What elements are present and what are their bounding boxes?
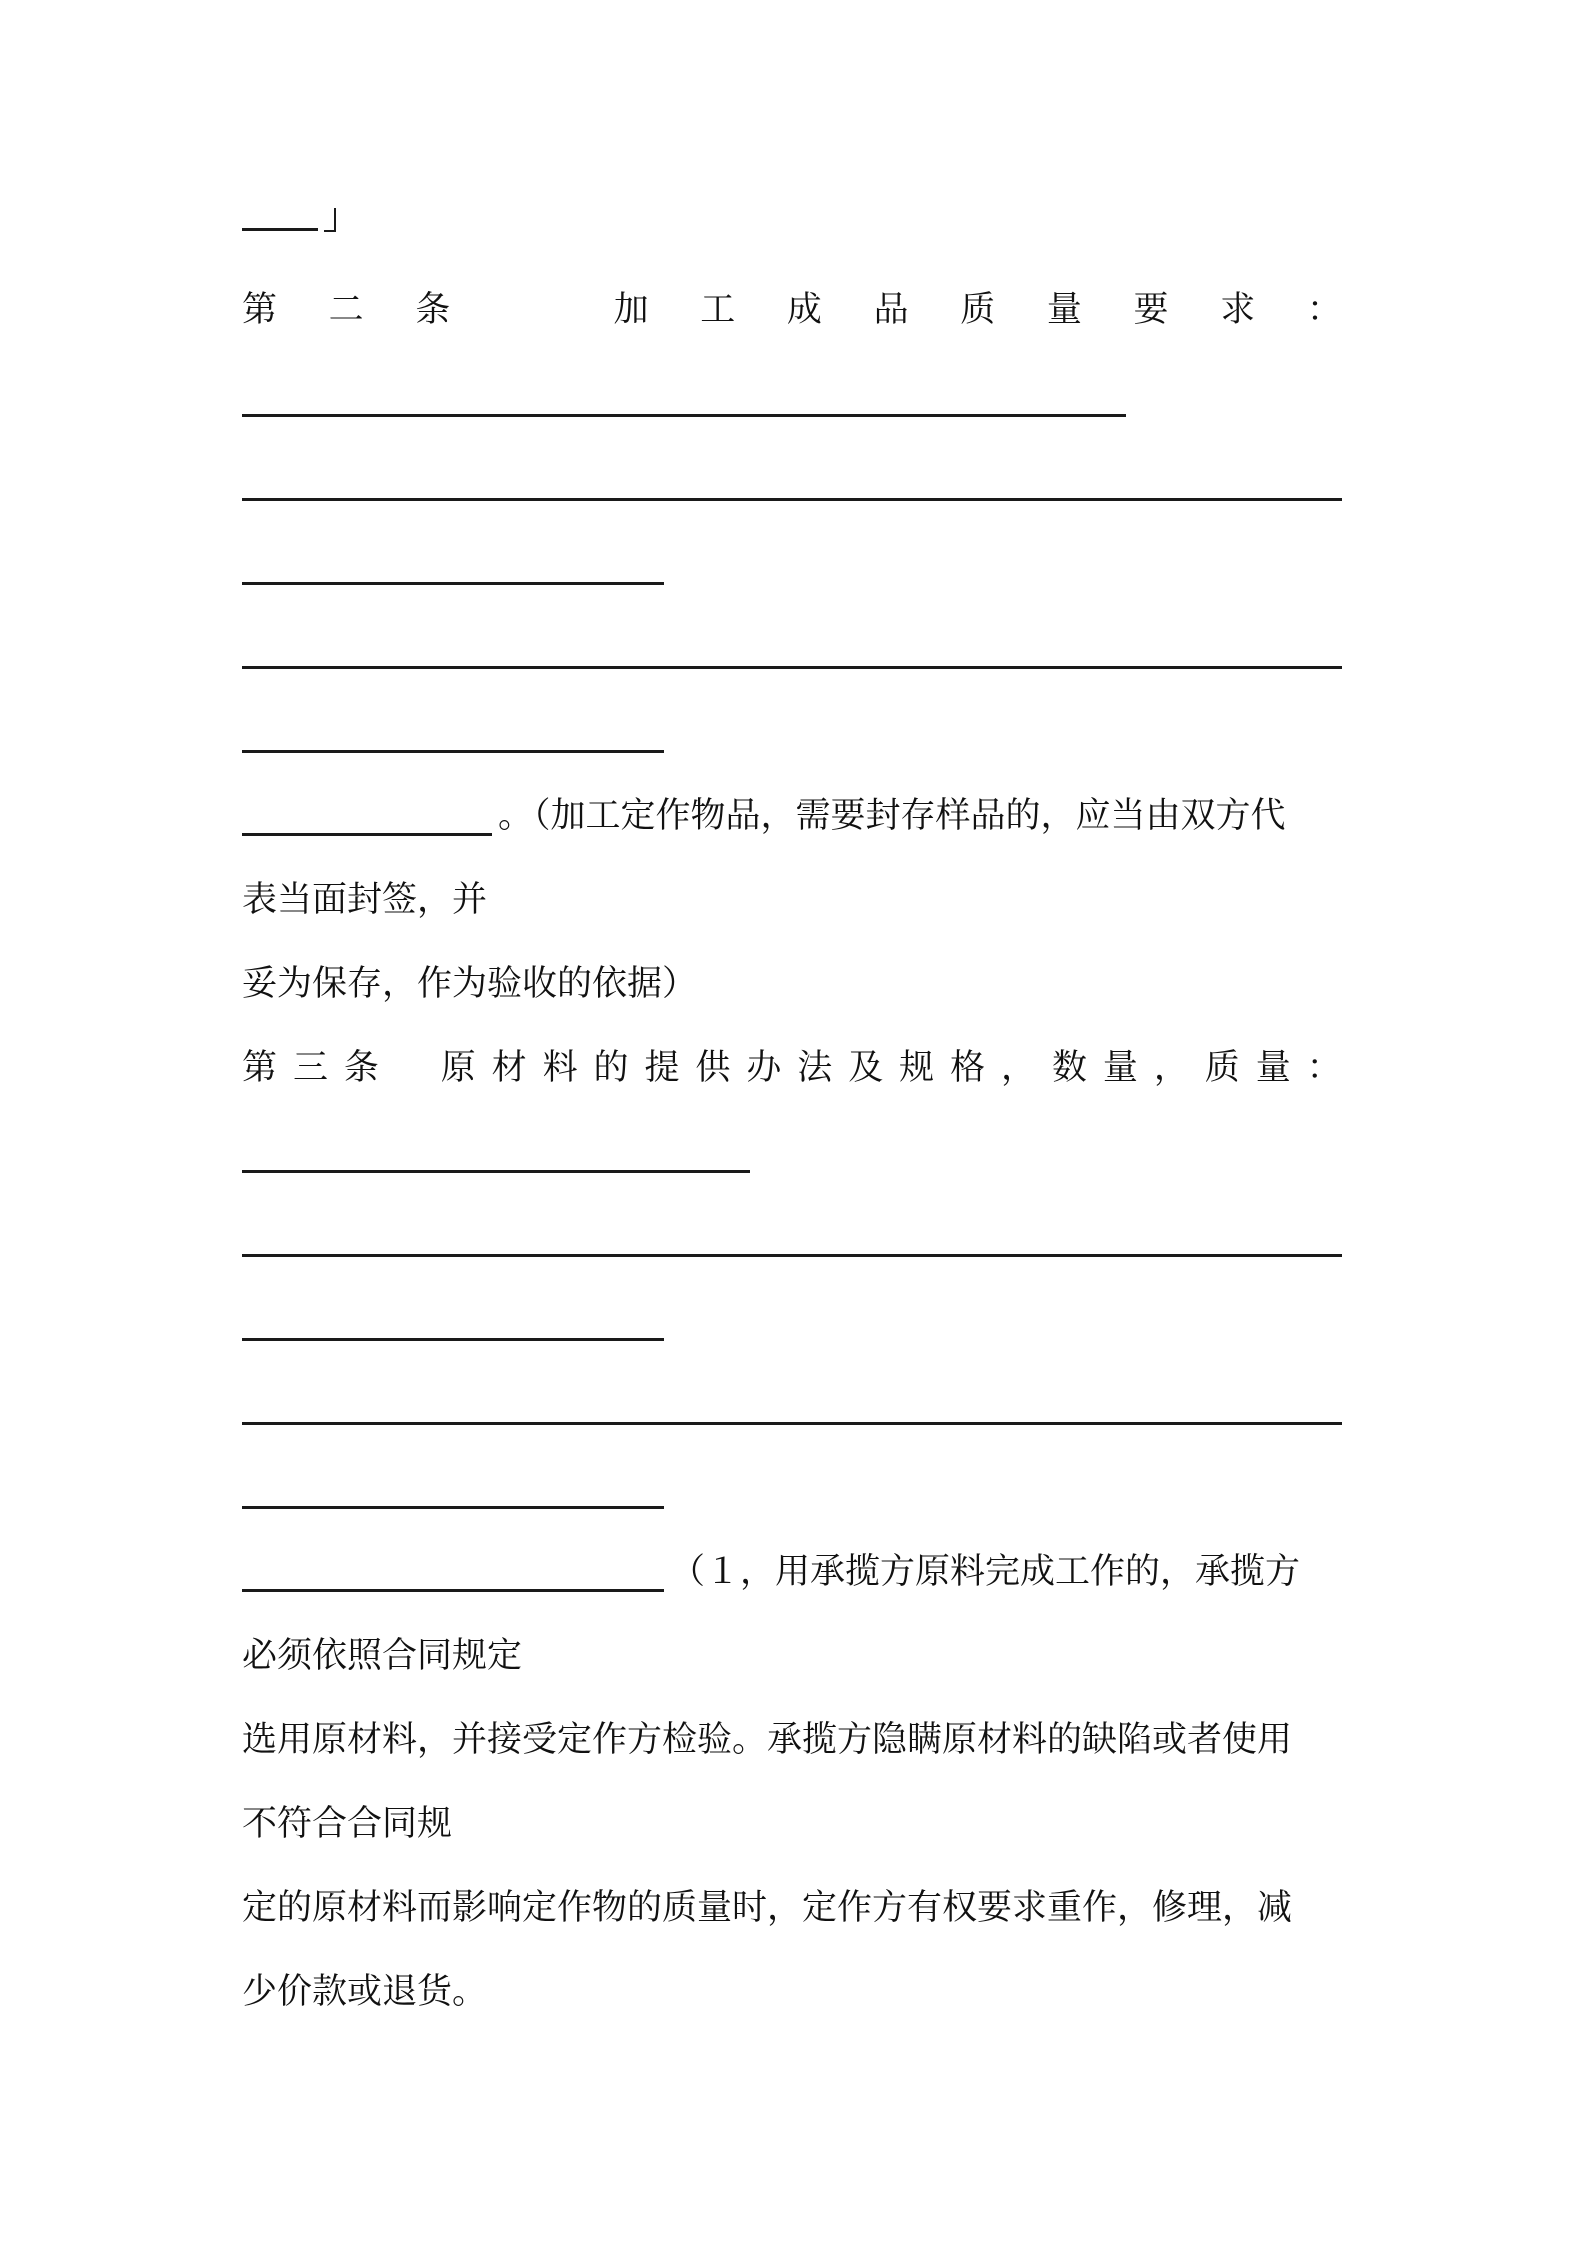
heading-char: 加 <box>613 290 649 330</box>
article-3-note-line-4: 不符合合同规 <box>242 1804 453 1844</box>
heading-char: 材 <box>491 1048 527 1088</box>
article-2-note-line-2: 表当面封签，并 <box>242 880 488 920</box>
blank-line-inline <box>242 803 492 836</box>
heading-char: 第 <box>242 1048 278 1088</box>
blank-line <box>242 1254 1342 1257</box>
heading-char: 质 <box>1204 1048 1240 1088</box>
heading-char: 质 <box>960 290 996 330</box>
heading-char: 格 <box>950 1048 986 1088</box>
heading-char: 条 <box>343 1048 379 1088</box>
heading-char: 条 <box>415 290 451 330</box>
heading-char: 数 <box>1051 1048 1087 1088</box>
article-2-heading <box>242 290 1342 330</box>
heading-char: 量 <box>1255 1048 1291 1088</box>
heading-char: ： <box>1306 290 1342 330</box>
heading-char: 提 <box>644 1048 680 1088</box>
blank-line <box>242 582 664 585</box>
article-2-note-line-1 <box>242 796 1286 836</box>
heading-char: 量 <box>1046 290 1082 330</box>
blank-line <box>242 1422 1342 1425</box>
heading-char: ， <box>1001 1048 1037 1088</box>
article-2-note-line-3: 妥为保存，作为验收的依据） <box>242 964 698 1004</box>
article-3-note-line-2: 必须依照合同规定 <box>242 1636 523 1676</box>
heading-char: 规 <box>899 1048 935 1088</box>
heading-char: 求 <box>1220 290 1256 330</box>
blank-line <box>242 1338 664 1341</box>
heading-char: 三 <box>292 1048 328 1088</box>
heading-char: 品 <box>873 290 909 330</box>
article-3-note-line-5: 定的原材料而影响定作物的质量时，定作方有权要求重作，修理，减 <box>242 1888 1293 1928</box>
corner-mark <box>324 208 336 232</box>
blank-line <box>242 1506 664 1509</box>
article-3-heading <box>242 1048 1342 1088</box>
blank-line <box>242 414 1126 417</box>
heading-char: 及 <box>848 1048 884 1088</box>
heading-char: 料 <box>542 1048 578 1088</box>
blank-line <box>242 1170 750 1173</box>
heading-char: 成 <box>786 290 822 330</box>
blank-line <box>242 498 1342 501</box>
heading-char: 原 <box>440 1048 476 1088</box>
blank-line-inline <box>242 1559 664 1592</box>
heading-char: 法 <box>797 1048 833 1088</box>
article-3-note-line-6: 少价款或退货。 <box>242 1972 488 2012</box>
heading-char: 二 <box>328 290 364 330</box>
note-text: 。（加工定作物品，需要封存样品的，应当由双方代 <box>498 796 1286 836</box>
blank-line-fragment <box>242 228 318 231</box>
heading-char: 第 <box>242 290 278 330</box>
note-text: （１，用承揽方原料完成工作的，承揽方 <box>670 1552 1301 1592</box>
heading-char: 量 <box>1102 1048 1138 1088</box>
heading-char: 供 <box>695 1048 731 1088</box>
heading-char: 的 <box>593 1048 629 1088</box>
heading-char: 办 <box>746 1048 782 1088</box>
heading-char: 工 <box>700 290 736 330</box>
heading-char: ， <box>1153 1048 1189 1088</box>
heading-char: 要 <box>1133 290 1169 330</box>
article-3-note-line-3: 选用原材料，并接受定作方检验。承揽方隐瞒原材料的缺陷或者使用 <box>242 1720 1293 1760</box>
blank-line <box>242 666 1342 669</box>
blank-line <box>242 750 664 753</box>
article-3-note-line-1 <box>242 1552 1300 1592</box>
heading-char: ： <box>1306 1048 1342 1088</box>
